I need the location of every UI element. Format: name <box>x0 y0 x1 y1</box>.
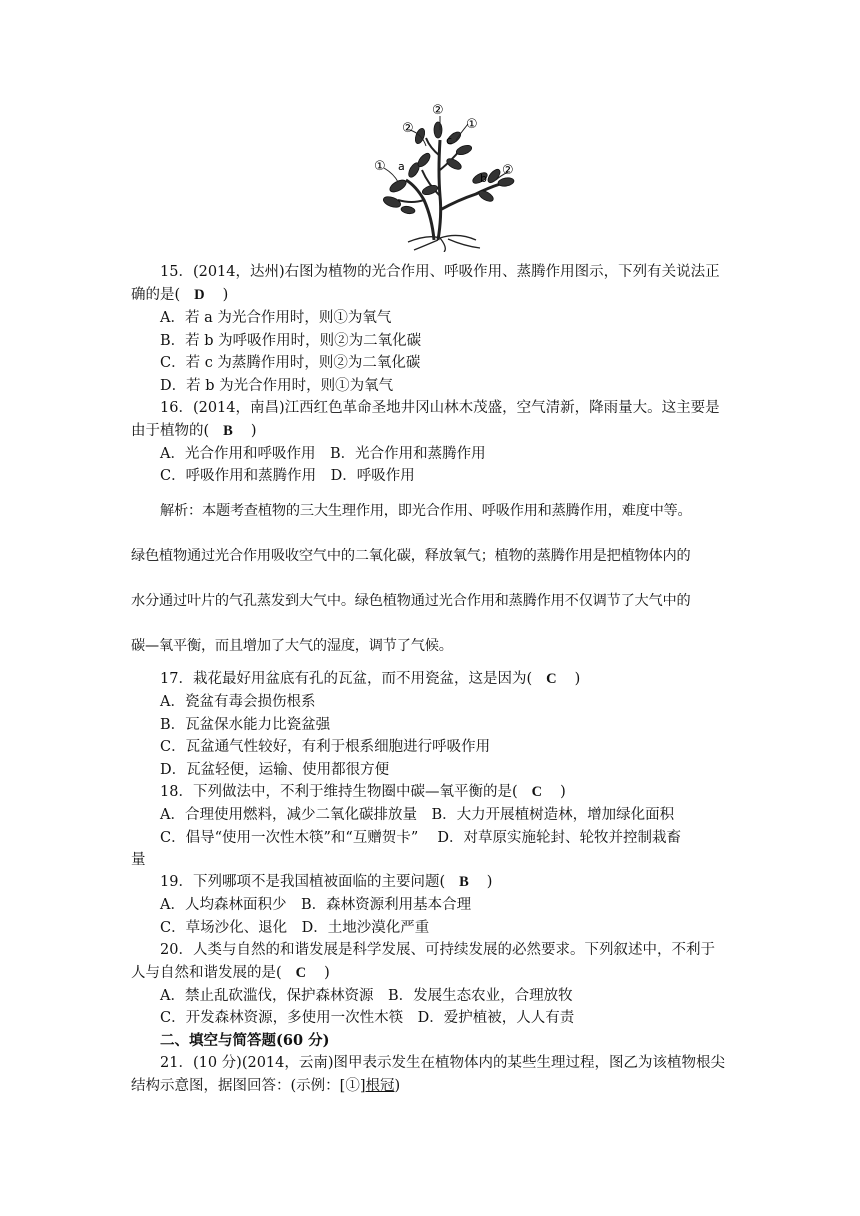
q19-stem-pre: 19．下列哪项不是我国植被面临的主要问题( <box>160 874 446 890</box>
figure-label-1-left: ① <box>374 159 386 174</box>
q15-stem: 15．(2014，达州)右图为植物的光合作用、呼吸作用、蒸腾作用图示，下列有关说法正 <box>160 264 720 280</box>
q20-stem-post: ) <box>324 965 330 981</box>
q17-option-a: A．瓷盆有毒会损伤根系 <box>160 694 316 710</box>
q17-stem-pre: 17．栽花最好用盆底有孔的瓦盆，而不用瓷盆，这是因为( <box>160 671 533 687</box>
q17-answer: C <box>546 671 557 687</box>
q20-option-ab: A．禁止乱砍滥伐，保护森林资源 B．发展生态农业，合理放牧 <box>160 988 573 1004</box>
q20-stem: 20．人类与自然的和谐发展是科学发展、可持续发展的必然要求。下列叙述中，不利于 <box>160 942 715 958</box>
q21-example-link: 根冠 <box>365 1078 395 1094</box>
figure-label-b: b <box>480 172 487 185</box>
q15-stem-post: ) <box>222 287 229 303</box>
q15-option-c: C．若 c 为蒸腾作用时，则②为二氧化碳 <box>160 355 421 371</box>
q18-stem <box>160 781 566 803</box>
q21-stem-end <box>131 1075 400 1097</box>
q21-stem-post: ) <box>394 1078 401 1094</box>
plant-diagram <box>368 100 528 252</box>
q16-option-ab: A．光合作用和呼吸作用 B．光合作用和蒸腾作用 <box>160 446 486 462</box>
q15-option-a: A．若 a 为光合作用时，则①为氧气 <box>160 310 392 326</box>
q17-option-c: C．瓦盆通气性较好，有利于根系细胞进行呼吸作用 <box>160 739 491 755</box>
figure-label-2-top: ② <box>432 103 444 118</box>
q19-answer: B <box>459 874 469 890</box>
q16-stem: 16．(2014，南昌)江西红色革命圣地井冈山林木茂盛，空气清新，降雨量大。这主要是 <box>160 400 720 416</box>
analysis-line-1: 解析：本题考查植物的三大生理作用，即光合作用、呼吸作用和蒸腾作用，难度中等。 <box>160 503 692 519</box>
q15-answer: D <box>194 287 205 303</box>
q17-option-d: D．瓦盆轻便，运输、使用都很方便 <box>160 762 390 778</box>
q18-stem-post: ) <box>560 784 566 800</box>
figure-label-2-left: ② <box>402 121 414 136</box>
figure-label-c: c <box>446 134 453 147</box>
q20-stem-pre: 人与自然和谐发展的是( <box>131 965 282 981</box>
q19-option-cd: C．草场沙化、退化 D．土地沙漠化严重 <box>160 920 430 936</box>
q20-option-cd: C．开发森林资源，多使用一次性木筷 D．爱护植被，人人有责 <box>160 1010 575 1026</box>
q15-stem-pre: 确的是( <box>131 287 181 303</box>
q19-stem <box>160 871 492 893</box>
q16-stem-post: ) <box>250 423 257 439</box>
q19-option-ab: A．人均森林面积少 B．森林资源利用基本合理 <box>160 897 472 913</box>
q15-stem-end <box>131 284 228 306</box>
q16-option-cd: C．呼吸作用和蒸腾作用 D．呼吸作用 <box>160 468 415 484</box>
q15-option-d: D．若 b 为光合作用时，则①为氧气 <box>160 378 394 394</box>
q18-option-ab: A．合理使用燃料，减少二氧化碳排放量 B．大力开展植树造林，增加绿化面积 <box>160 807 675 823</box>
trunk <box>406 140 500 240</box>
q21-stem-pre: 结构示意图，据图回答：(示例：[①] <box>131 1078 366 1094</box>
q16-stem-pre: 由于植物的( <box>131 423 210 439</box>
q17-stem-post: ) <box>574 671 581 687</box>
q18-stem-pre: 18．下列做法中，不利于维持生物圈中碳—氧平衡的是( <box>160 784 518 800</box>
figure-label-2-right: ② <box>502 163 514 178</box>
q21-stem: 21．(10 分)(2014，云南)图甲表示发生在植物体内的某些生理过程，图乙为该植物根尖 <box>160 1055 726 1071</box>
q20-stem-end <box>131 962 330 984</box>
q18-answer: C <box>531 784 543 800</box>
figure-label-1-right: ① <box>466 117 478 132</box>
figure-label-a: a <box>398 160 405 173</box>
roots <box>408 235 480 252</box>
q17-option-b: B．瓦盆保水能力比瓷盆强 <box>160 717 331 733</box>
q19-stem-post: ) <box>486 874 493 890</box>
q15-option-b: B．若 b 为呼吸作用时，则②为二氧化碳 <box>160 333 422 349</box>
q18-option-cd: C．倡导“使用一次性木筷”和“互赠贺卡” D．对草原实施轮封、轮牧并控制栽畜 <box>160 830 681 846</box>
q16-stem-end <box>131 420 257 442</box>
analysis-line-2: 绿色植物通过光合作用吸收空气中的二氧化碳，释放氧气；植物的蒸腾作用是把植物体内的 <box>131 548 691 564</box>
q16-answer: B <box>223 423 233 439</box>
analysis-line-3: 水分通过叶片的气孔蒸发到大气中。绿色植物通过光合作用和蒸腾作用不仅调节了大气中的 <box>131 593 691 609</box>
q20-answer: C <box>295 965 307 981</box>
q18-option-cd-wrap: 量 <box>131 852 146 868</box>
analysis-line-4: 碳—氧平衡，而且增加了大气的湿度，调节了气候。 <box>131 638 453 654</box>
section-heading: 二、填空与简答题(60 分) <box>160 1032 330 1049</box>
q17-stem <box>160 668 580 690</box>
